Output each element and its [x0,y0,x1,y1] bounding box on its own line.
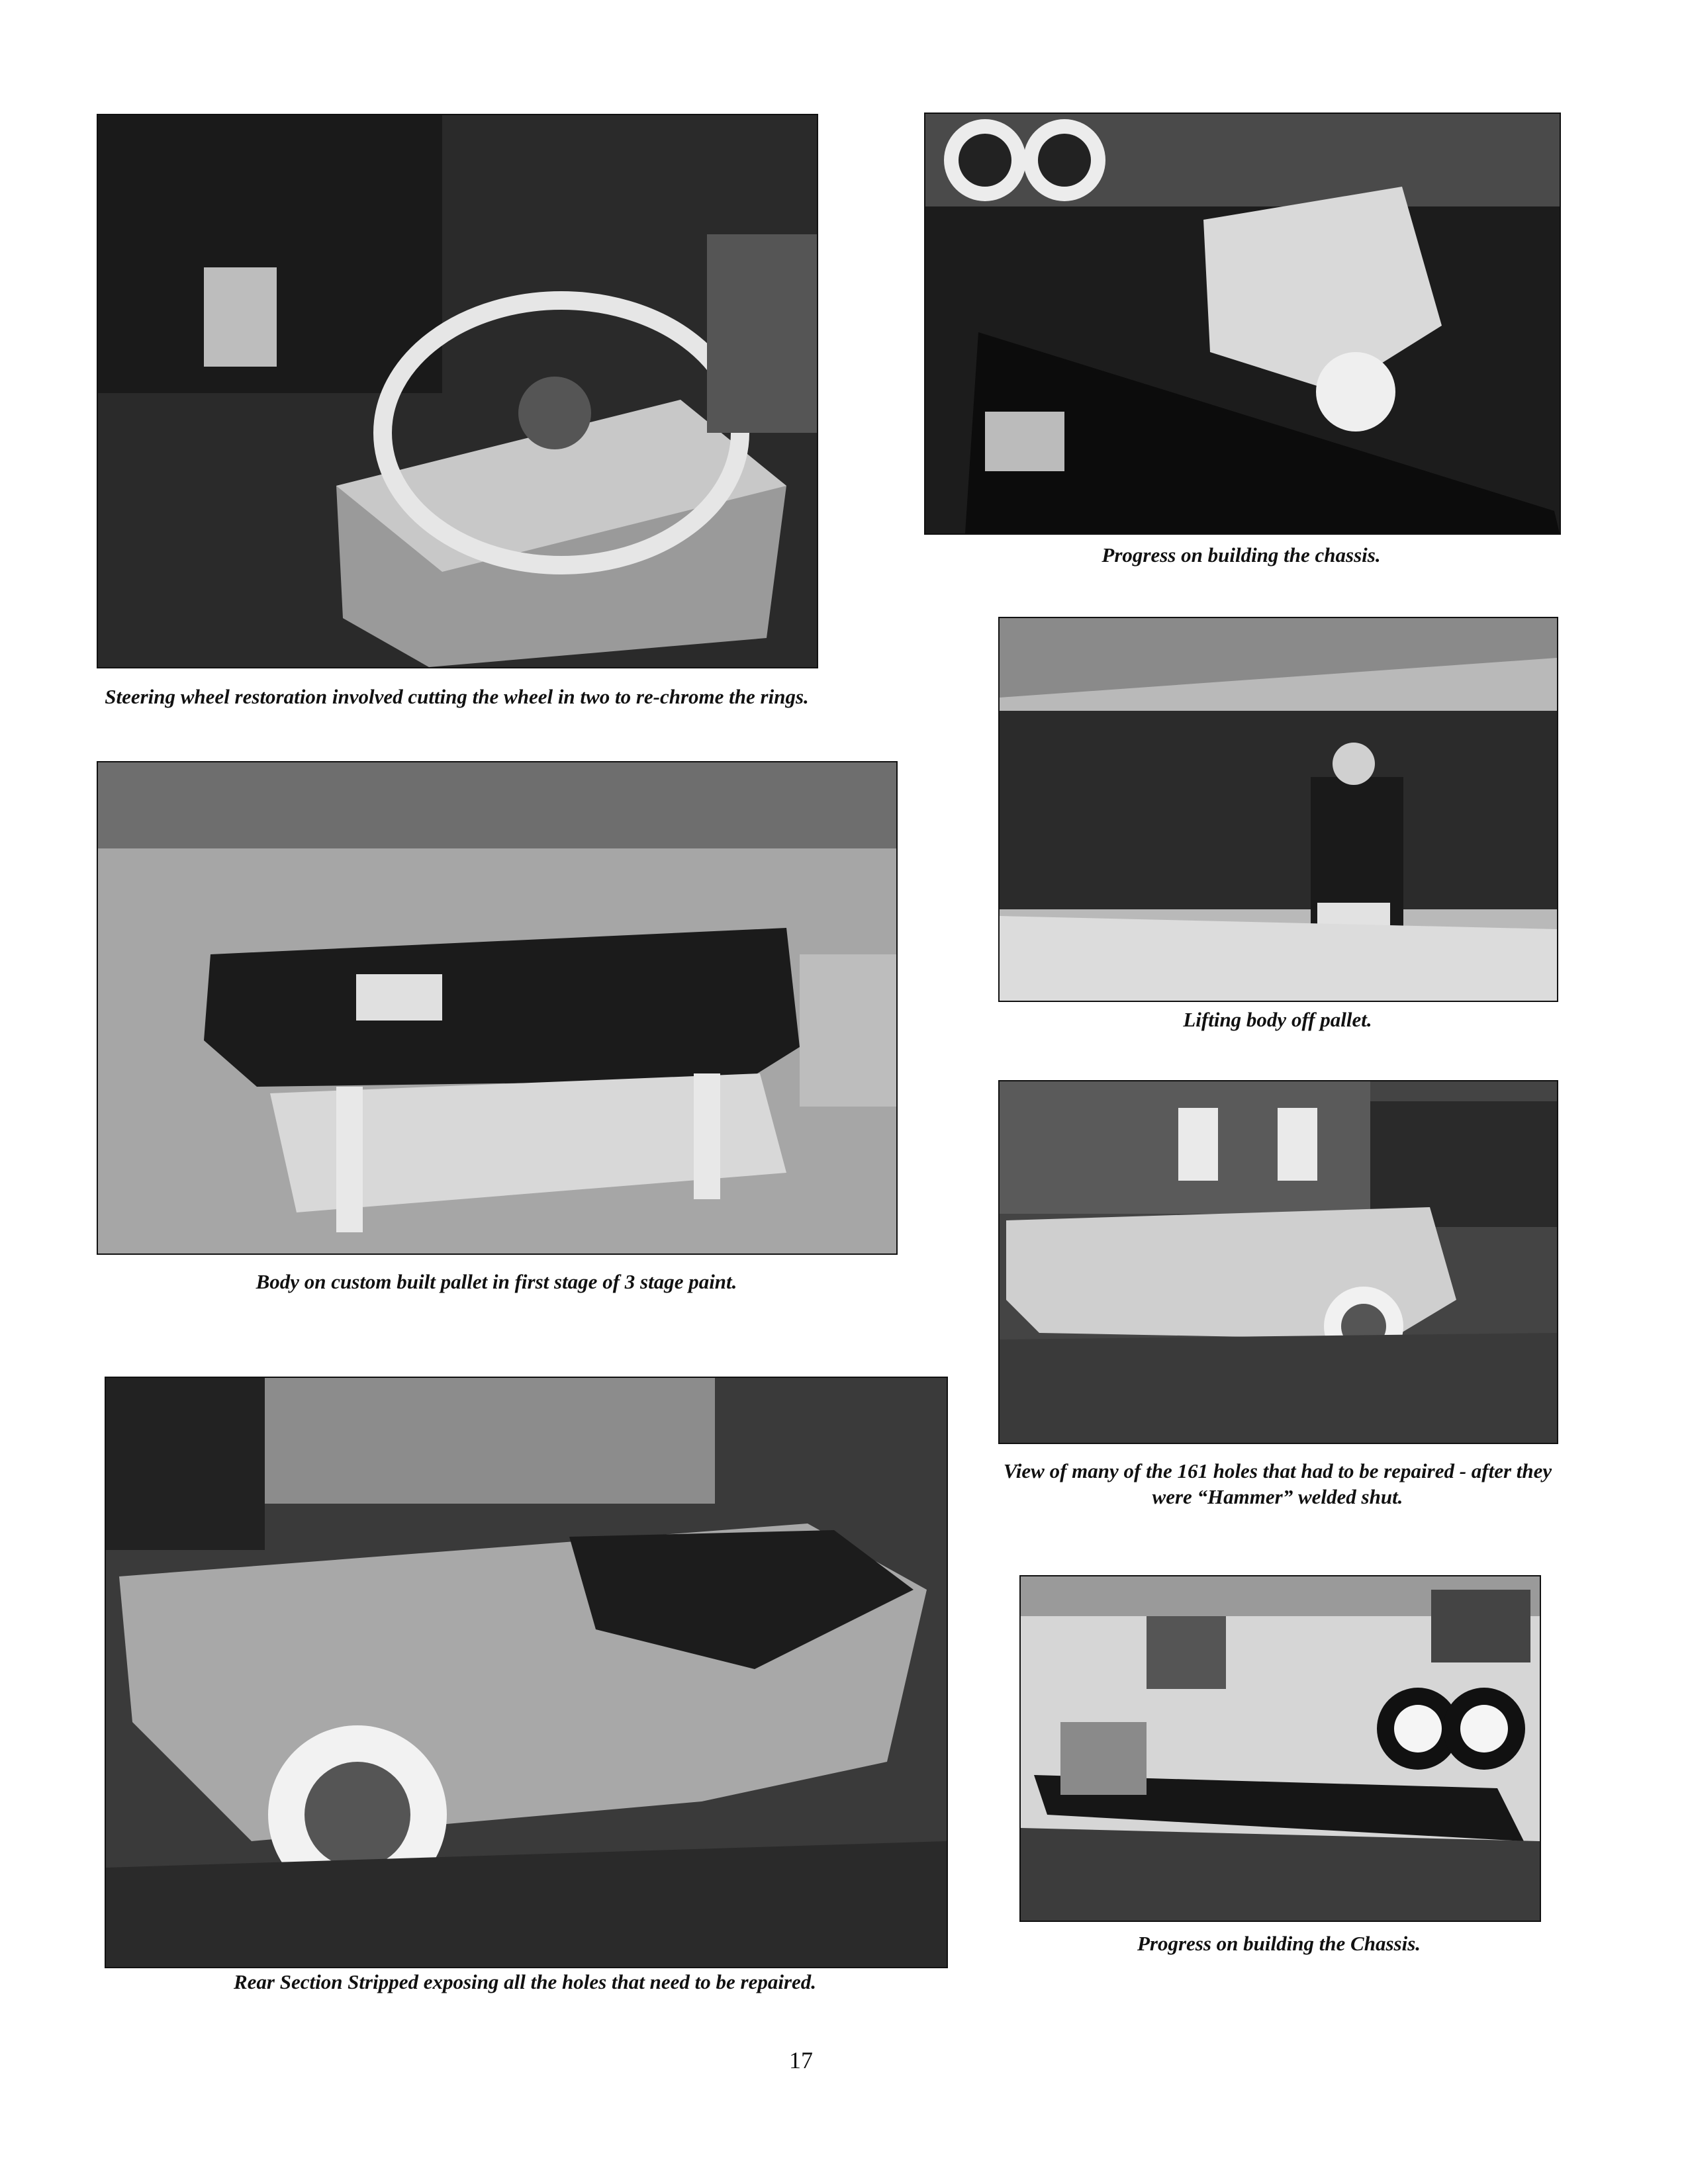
page-number: 17 [789,2047,813,2073]
caption-steering-wheel: Steering wheel restoration involved cutting the wheel in two to re-chrome the rings. [105,685,809,708]
photo-lifting-body [998,617,1558,1002]
photo-chassis-progress [924,113,1561,535]
photo-161-holes [998,1080,1558,1444]
photo-steering-wheel [97,114,818,668]
caption-rear-section: Rear Section Stripped exposing all the holes that need to be repaired. [233,1970,817,1993]
photo-rear-section [105,1377,948,1968]
caption-lifting-body: Lifting body off pallet. [1183,1008,1372,1031]
caption-body-on-pallet: Body on custom built pallet in first stage of 3 stage paint. [256,1270,737,1293]
caption-chassis-progress-2: Progress on building the Chassis. [1137,1932,1421,1955]
photo-body-on-pallet [97,761,898,1255]
caption-chassis-progress: Progress on building the chassis. [1102,543,1381,567]
caption-161-holes: View of many of the 161 holes that had to be repaired - after they were “Hammer” welded shut. [1003,1459,1552,1508]
photo-chassis-progress-2 [1019,1575,1541,1922]
